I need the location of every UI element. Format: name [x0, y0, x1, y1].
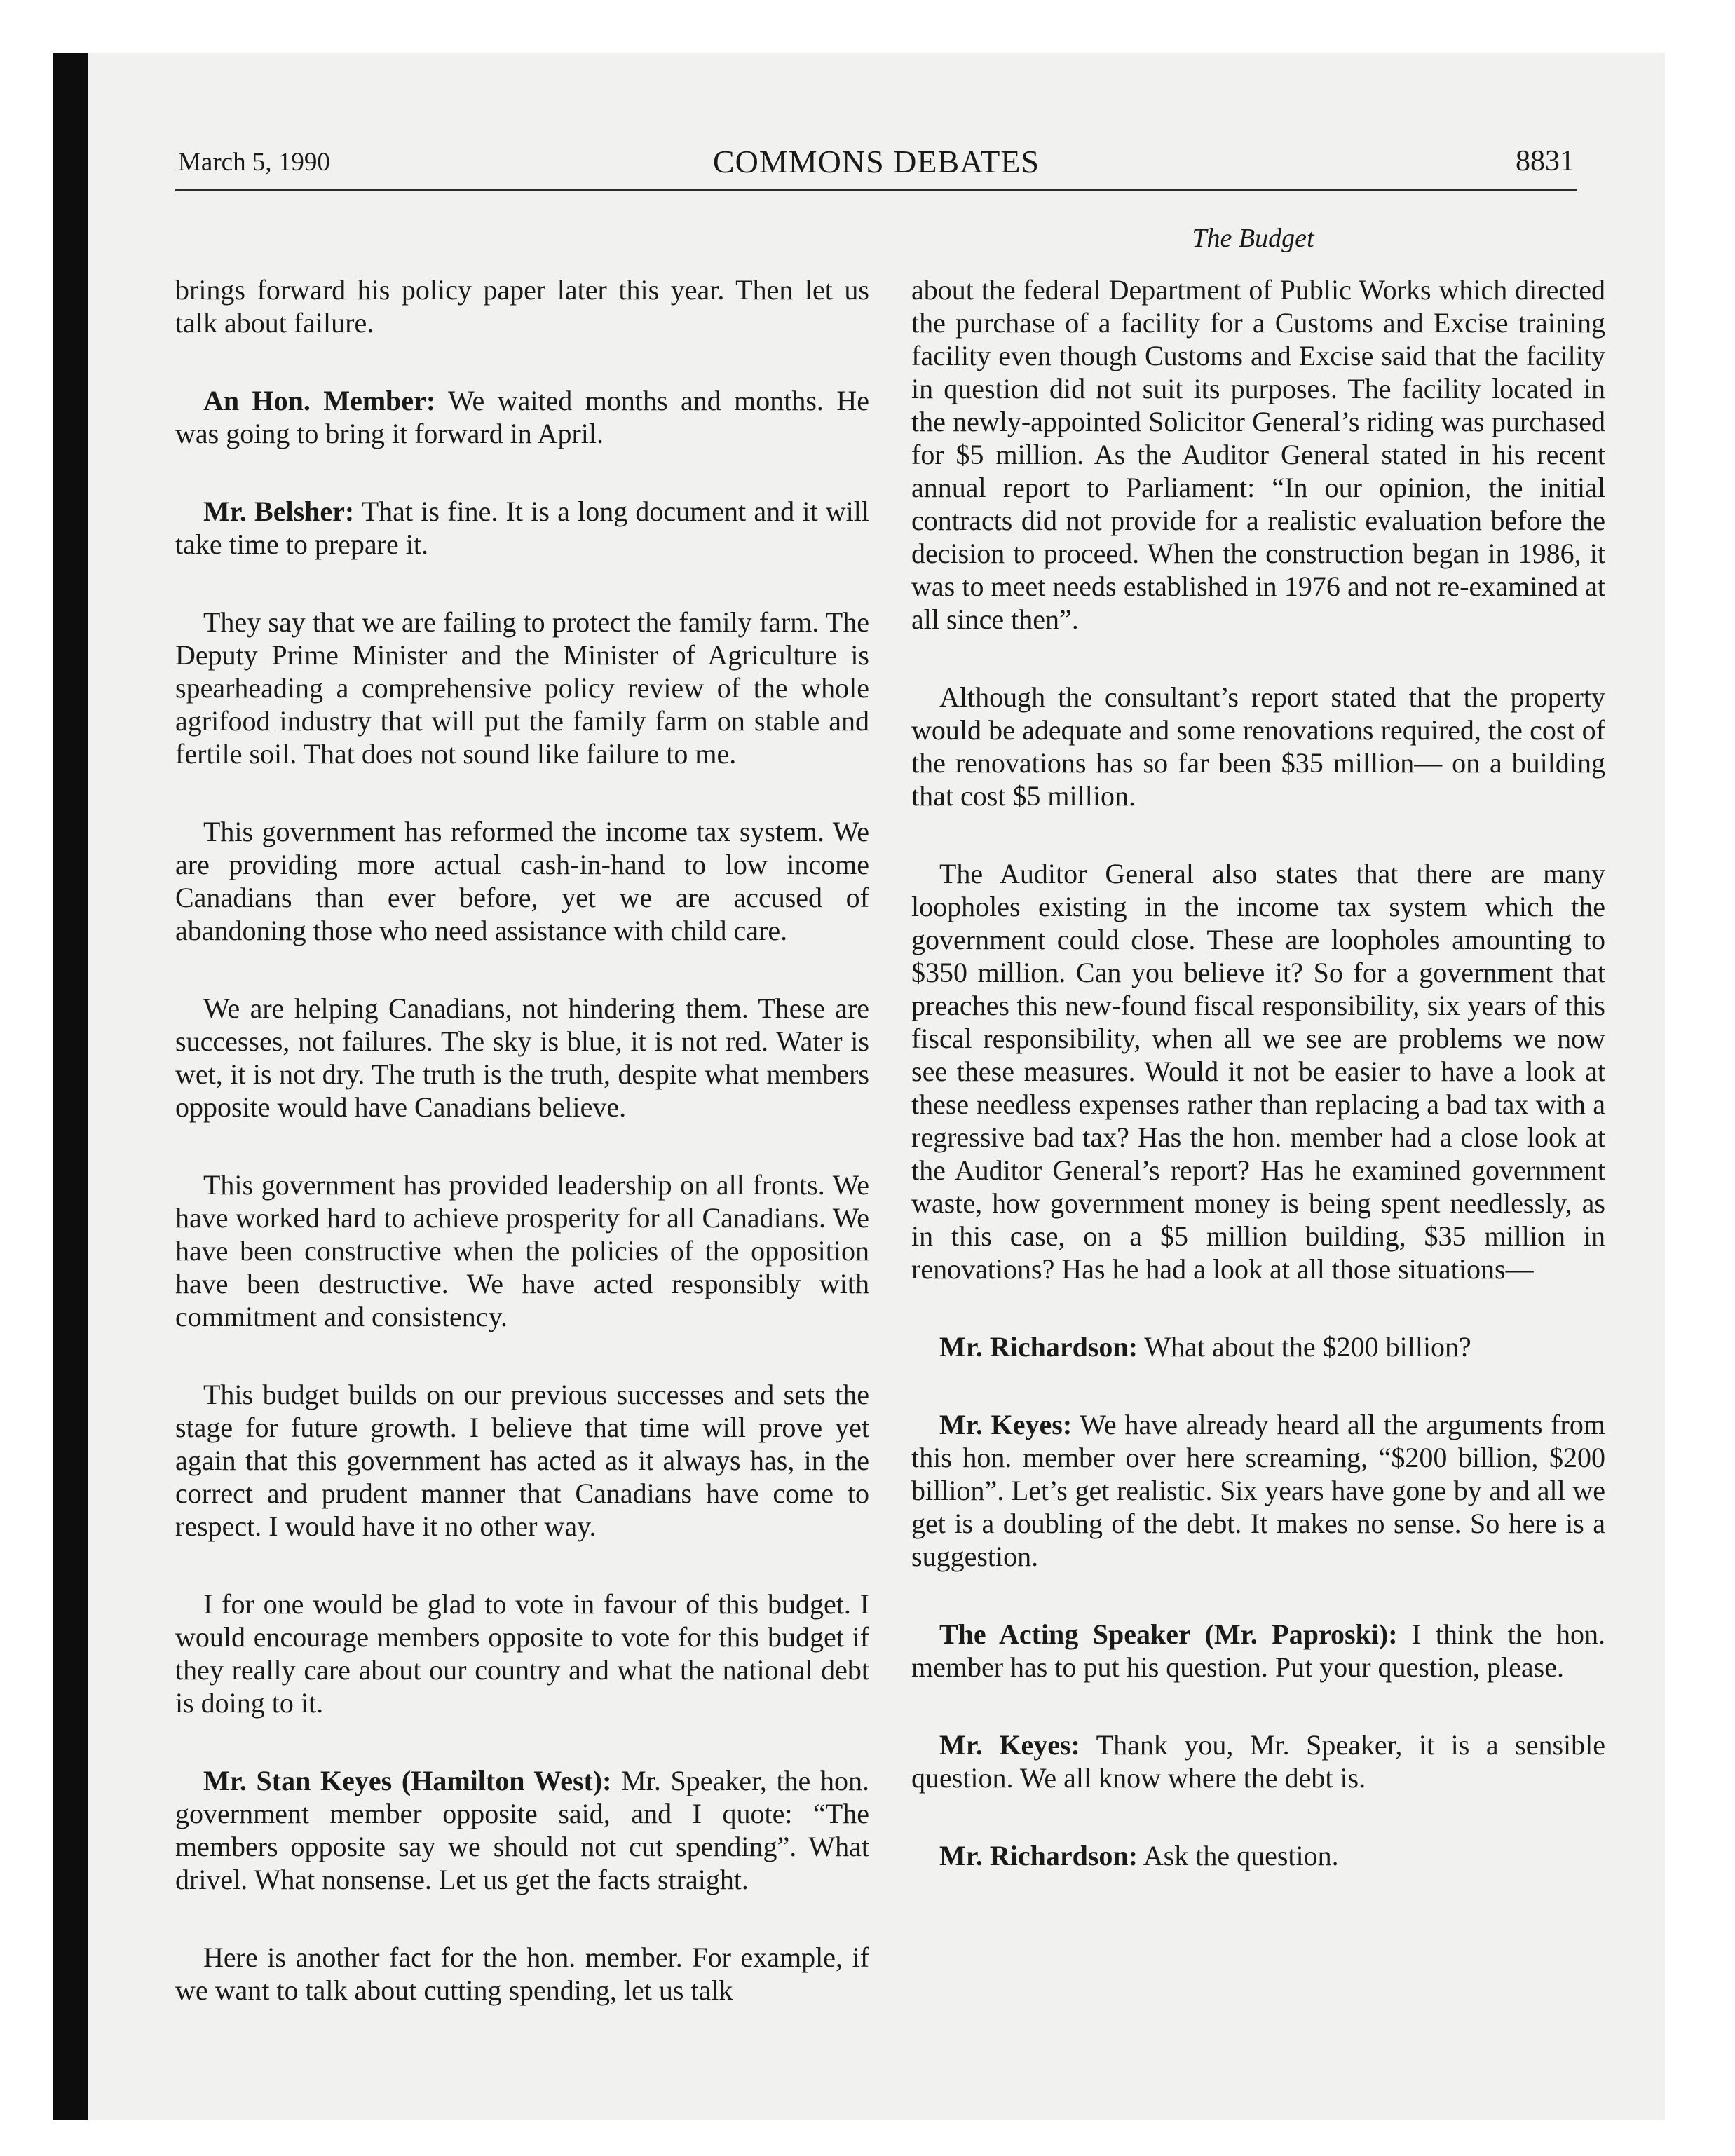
paragraph [911, 1728, 1605, 1794]
paragraph-text: We are helping Canadians, not hindering them. These are successes, not failures. The sky is blue, it is not red. Water is wet, it is not dry. The truth is the truth, despite what members opposite would have Canadians believe. [175, 992, 869, 1123]
paragraph-text: That is fine. It is a long document and it will take time to prepare it. [175, 496, 869, 560]
paragraph-text: We waited months and months. He was going to bring it forward in April. [175, 385, 869, 449]
paragraph [911, 273, 1605, 636]
paragraph-text: Ask the question. [1137, 1840, 1339, 1871]
speaker-name: Mr. Stan Keyes (Hamilton West): [203, 1765, 612, 1796]
paragraph-text: brings forward his policy paper later this year. Then let us talk about failure. [175, 274, 869, 339]
left-column [175, 273, 869, 2007]
paragraph [175, 495, 869, 561]
paragraph [175, 1168, 869, 1333]
paragraph [911, 857, 1605, 1285]
paragraph-text: I think the hon. member has to put his question. Put your question, please. [911, 1618, 1605, 1683]
speaker-name: An Hon. Member: [203, 385, 436, 416]
paragraph [175, 1378, 869, 1543]
speaker-name: The Acting Speaker (Mr. Paproski): [939, 1618, 1398, 1650]
paragraph [175, 384, 869, 450]
paragraph [911, 1330, 1605, 1363]
speaker-name: Mr. Belsher: [203, 496, 355, 527]
section-title: The Budget [1192, 224, 1314, 253]
paragraph-text: Although the consultant’s report stated that the property would be adequate and some renovations required, the cost of the renovations has so far been $35 million— on a building that cost $5 million. [911, 681, 1605, 812]
paragraph-text: We have already heard all the arguments from this hon. member over here screaming, “$200 billion, $200 billion”. Let’s get realistic. Six years have gone by and all we get is a doubling of the debt. It makes no sense. So here is a suggestion. [911, 1409, 1605, 1572]
paragraph-text: Mr. Speaker, the hon. government member opposite said, and I quote: “The members opposite say we should not cut spending”. What drivel. What nonsense. Let us get the facts straight. [175, 1765, 869, 1895]
speaker-name: Mr. Keyes: [939, 1409, 1073, 1440]
paragraph-text: about the federal Department of Public Works which directed the purchase of a facility for a Customs and Excise training facility even though Customs and Excise said that the facility in question did not suit its purposes. The facility located in the newly-appointed Solicitor General’s riding was purchased for $5 million. As the Auditor General stated in his recent annual report to Parliament: “In our opinion, the initial contracts did not provide for a realistic evaluation before the decision to proceed. When the construction began in 1986, it was to meet needs established in 1976 and not re-examined at all since then”. [911, 274, 1605, 635]
paragraph-text: What about the $200 billion? [1137, 1331, 1471, 1363]
header-page-number: 8831 [1516, 145, 1574, 177]
speaker-name: Mr. Keyes: [939, 1729, 1080, 1761]
paragraph-text: Here is another fact for the hon. member. For example, if we want to talk about cutting spending, let us talk [175, 1942, 869, 2006]
paragraph-text: This budget builds on our previous successes and sets the stage for future growth. I believe that time will prove yet again that this government has acted as it always has, in the correct and prudent manner that Canadians have come to respect. I would have it no other way. [175, 1379, 869, 1542]
paragraph-text: This government has reformed the income tax system. We are providing more actual cash-in-hand to low income Canadians than ever before, yet we are accused of abandoning those who need assistance with child care. [175, 816, 869, 946]
scan-edge [53, 53, 88, 2120]
speaker-name: Mr. Richardson: [939, 1840, 1138, 1871]
paragraph [911, 681, 1605, 812]
paragraph [911, 1839, 1605, 1872]
header-date: March 5, 1990 [178, 148, 330, 177]
paragraph [175, 1588, 869, 1719]
paragraph-text: The Auditor General also states that there are many loopholes existing in the income tax system which the government could close. These are loopholes amounting to $350 million. Can you believe it? So for a government that preaches this new-found fiscal responsibility, six years of this fiscal responsibility, when all we see are problems we now see these measures. Would it not be easier to have a look at these needless expenses rather than replacing a bad tax with a regressive bad tax? Has the hon. member had a close look at the Auditor General’s report? Has he examined government waste, how government money is being spent needlessly, as in this case, on a $5 million building, $35 million in renovations? Has he had a look at all those situations— [911, 858, 1605, 1285]
paragraph-text: This government has provided leadership on all fronts. We have worked hard to achieve prosperity for all Canadians. We have been constructive when the policies of the opposition have been destructive. We have acted responsibly with commitment and consistency. [175, 1169, 869, 1332]
paragraph [175, 1764, 869, 1896]
paragraph [175, 815, 869, 947]
header-publication: COMMONS DEBATES [712, 144, 1040, 179]
paragraph [911, 1618, 1605, 1684]
paragraph [175, 992, 869, 1124]
speaker-name: Mr. Richardson: [939, 1331, 1138, 1363]
paragraph [175, 273, 869, 339]
paragraph [175, 606, 869, 770]
paragraph-text: I for one would be glad to vote in favour of this budget. I would encourage members opposite to vote for this budget if they really care about our country and what the national debt is doing to it. [175, 1588, 869, 1719]
right-column [911, 273, 1605, 1872]
paragraph [175, 1941, 869, 2007]
paragraph-text: They say that we are failing to protect the family farm. The Deputy Prime Minister and the Minister of Agriculture is spearheading a comprehensive policy review of the whole agrifood industry that will put the family farm on stable and fertile soil. That does not sound like failure to me. [175, 606, 869, 770]
running-head [175, 133, 1577, 191]
paragraph-text: Thank you, Mr. Speaker, it is a sensible question. We all know where the debt is. [911, 1729, 1605, 1794]
paragraph [911, 1408, 1605, 1573]
